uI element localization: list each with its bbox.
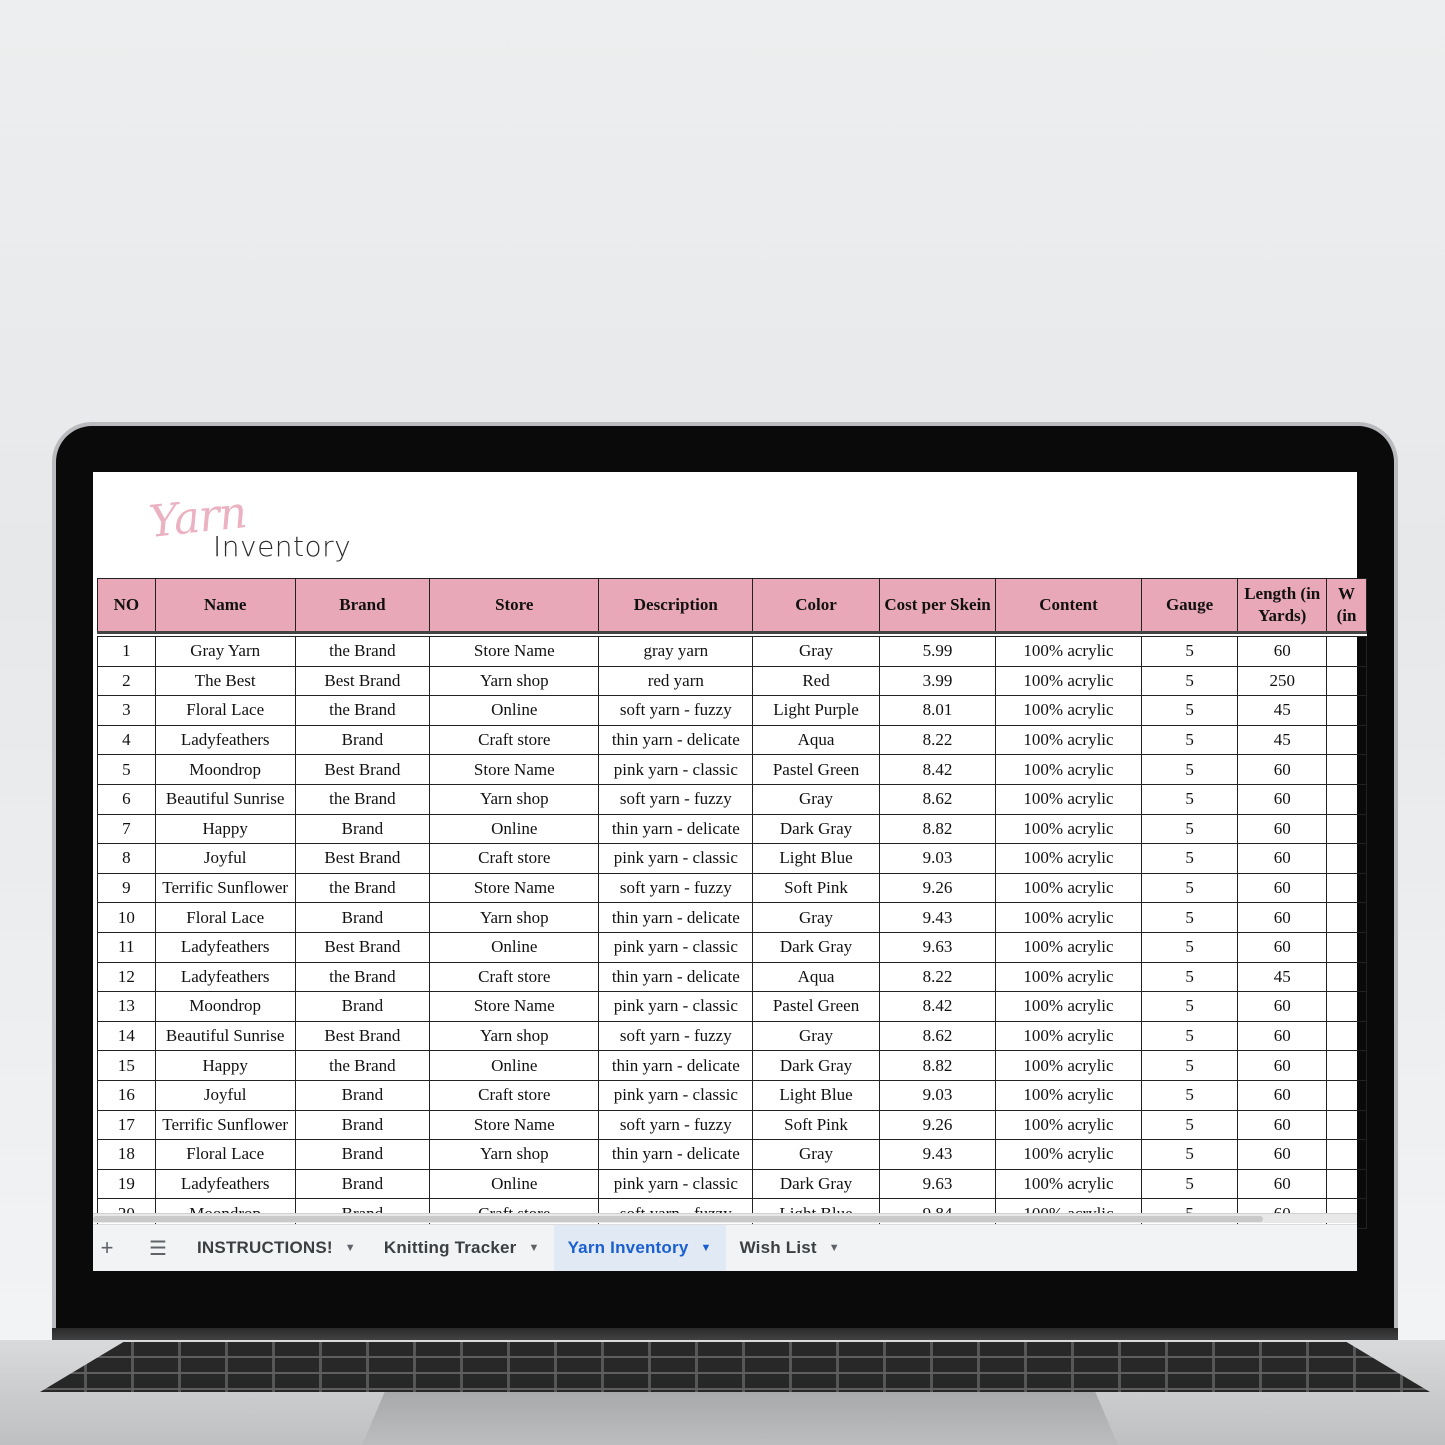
cell-gauge[interactable]: 5 xyxy=(1141,784,1238,814)
header-cell[interactable]: Name xyxy=(155,579,295,633)
cell-brand[interactable]: the Brand xyxy=(295,784,430,814)
cell-weight[interactable] xyxy=(1327,962,1367,992)
cell-weight[interactable] xyxy=(1327,1080,1367,1110)
cell-no[interactable]: 9 xyxy=(98,873,156,903)
cell-gauge[interactable]: 5 xyxy=(1141,844,1238,874)
caret-down-icon[interactable]: ▼ xyxy=(344,1242,356,1254)
cell-gauge[interactable]: 5 xyxy=(1141,755,1238,785)
cell-no[interactable]: 8 xyxy=(98,844,156,874)
cell-store[interactable]: Online xyxy=(430,1169,599,1199)
cell-brand[interactable]: the Brand xyxy=(295,962,430,992)
cell-name[interactable]: Ladyfeathers xyxy=(155,1169,295,1199)
cell-content[interactable]: 100% acrylic xyxy=(996,666,1142,696)
cell-store[interactable]: Online xyxy=(430,932,599,962)
cell-brand[interactable]: Brand xyxy=(295,1169,430,1199)
cell-length[interactable]: 60 xyxy=(1238,873,1327,903)
cell-cost[interactable]: 5.99 xyxy=(879,637,995,667)
cell-color[interactable]: Aqua xyxy=(753,725,880,755)
cell-content[interactable]: 100% acrylic xyxy=(996,932,1142,962)
table-row xyxy=(98,844,1367,874)
plus-icon[interactable]: + xyxy=(100,1235,114,1260)
cell-brand[interactable]: Brand xyxy=(295,992,430,1022)
cell-store[interactable]: Craft store xyxy=(430,962,599,992)
cell-gauge[interactable]: 5 xyxy=(1141,932,1238,962)
table-row xyxy=(98,666,1367,696)
cell-weight[interactable] xyxy=(1327,666,1367,696)
cell-weight[interactable] xyxy=(1327,696,1367,726)
cell-no[interactable]: 6 xyxy=(98,784,156,814)
laptop-keyboard xyxy=(40,1342,1430,1392)
cell-name[interactable]: Ladyfeathers xyxy=(155,962,295,992)
cell-no[interactable]: 14 xyxy=(98,1021,156,1051)
cell-color[interactable]: Pastel Green xyxy=(753,755,880,785)
cell-gauge[interactable]: 5 xyxy=(1141,666,1238,696)
header-cell[interactable]: Store xyxy=(430,579,599,633)
cell-length[interactable]: 60 xyxy=(1238,1169,1327,1199)
cell-description[interactable]: red yarn xyxy=(599,666,753,696)
table-row xyxy=(98,814,1367,844)
cell-weight[interactable] xyxy=(1327,1140,1367,1170)
cell-length[interactable]: 60 xyxy=(1238,1140,1327,1170)
cell-content[interactable]: 100% acrylic xyxy=(996,696,1142,726)
cell-content[interactable]: 100% acrylic xyxy=(996,1051,1142,1081)
cell-name[interactable]: Terrific Sunflower xyxy=(155,873,295,903)
cell-length[interactable]: 60 xyxy=(1238,1021,1327,1051)
cell-content[interactable]: 100% acrylic xyxy=(996,1140,1142,1170)
cell-weight[interactable] xyxy=(1327,1021,1367,1051)
cell-gauge[interactable]: 5 xyxy=(1141,1169,1238,1199)
cell-cost[interactable]: 9.26 xyxy=(879,1110,995,1140)
cell-weight[interactable] xyxy=(1327,1110,1367,1140)
header-cell[interactable]: Cost per Skein xyxy=(879,579,995,633)
cell-no[interactable]: 19 xyxy=(98,1169,156,1199)
table-row xyxy=(98,696,1367,726)
cell-color[interactable]: Pastel Green xyxy=(753,992,880,1022)
cell-color[interactable]: Gray xyxy=(753,1140,880,1170)
caret-down-icon[interactable]: ▼ xyxy=(828,1242,840,1254)
cell-content[interactable]: 100% acrylic xyxy=(996,903,1142,933)
cell-cost[interactable]: 8.01 xyxy=(879,696,995,726)
cell-content[interactable]: 100% acrylic xyxy=(996,784,1142,814)
cell-name[interactable]: Moondrop xyxy=(155,755,295,785)
table-row xyxy=(98,1051,1367,1081)
tab-label: Knitting Tracker xyxy=(383,1238,517,1257)
cell-no[interactable]: 5 xyxy=(98,755,156,785)
cell-store[interactable]: Store Name xyxy=(430,1110,599,1140)
cell-store[interactable]: Craft store xyxy=(430,725,599,755)
cell-brand[interactable]: Best Brand xyxy=(295,932,430,962)
cell-length[interactable]: 45 xyxy=(1238,696,1327,726)
caret-down-icon[interactable]: ▼ xyxy=(528,1242,540,1254)
table-row xyxy=(98,1021,1367,1051)
cell-brand[interactable]: Brand xyxy=(295,1080,430,1110)
cell-gauge[interactable]: 5 xyxy=(1141,1051,1238,1081)
yarn-inventory-logo xyxy=(145,486,365,576)
cell-cost[interactable]: 8.22 xyxy=(879,962,995,992)
cell-store[interactable]: Online xyxy=(430,696,599,726)
cell-name[interactable]: Happy xyxy=(155,1051,295,1081)
header-cell[interactable]: Gauge xyxy=(1141,579,1238,633)
table-row xyxy=(98,873,1367,903)
cell-color[interactable]: Light Blue xyxy=(753,844,880,874)
cell-store[interactable]: Yarn shop xyxy=(430,1021,599,1051)
cell-gauge[interactable]: 5 xyxy=(1141,1080,1238,1110)
cell-color[interactable]: Dark Gray xyxy=(753,932,880,962)
cell-weight[interactable] xyxy=(1327,1051,1367,1081)
cell-content[interactable]: 100% acrylic xyxy=(996,725,1142,755)
cell-cost[interactable]: 9.43 xyxy=(879,1140,995,1170)
cell-store[interactable]: Online xyxy=(430,1051,599,1081)
cell-cost[interactable]: 8.62 xyxy=(879,784,995,814)
cell-color[interactable]: Dark Gray xyxy=(753,814,880,844)
cell-color[interactable]: Dark Gray xyxy=(753,1051,880,1081)
cell-length[interactable]: 60 xyxy=(1238,903,1327,933)
tab-instructions[interactable] xyxy=(183,1225,370,1271)
cell-no[interactable]: 18 xyxy=(98,1140,156,1170)
cell-name[interactable]: Joyful xyxy=(155,844,295,874)
cell-gauge[interactable]: 5 xyxy=(1141,725,1238,755)
cell-brand[interactable]: Brand xyxy=(295,1140,430,1170)
cell-description[interactable]: pink yarn - classic xyxy=(599,755,753,785)
cell-brand[interactable]: Brand xyxy=(295,1110,430,1140)
cell-content[interactable]: 100% acrylic xyxy=(996,637,1142,667)
cell-cost[interactable]: 8.22 xyxy=(879,725,995,755)
cell-color[interactable]: Gray xyxy=(753,637,880,667)
cell-store[interactable]: Yarn shop xyxy=(430,1140,599,1170)
cell-no[interactable]: 4 xyxy=(98,725,156,755)
cell-name[interactable]: Terrific Sunflower xyxy=(155,1110,295,1140)
cell-description[interactable]: soft yarn - fuzzy xyxy=(599,696,753,726)
cell-cost[interactable]: 9.03 xyxy=(879,1080,995,1110)
cell-name[interactable]: Happy xyxy=(155,814,295,844)
cell-no[interactable]: 1 xyxy=(98,637,156,667)
cell-no[interactable]: 15 xyxy=(98,1051,156,1081)
table-row xyxy=(98,784,1367,814)
cell-cost[interactable]: 9.63 xyxy=(879,932,995,962)
cell-cost[interactable]: 8.82 xyxy=(879,814,995,844)
cell-store[interactable]: Yarn shop xyxy=(430,784,599,814)
cell-weight[interactable] xyxy=(1327,903,1367,933)
cell-name[interactable]: Floral Lace xyxy=(155,696,295,726)
logo-script-text: Yarn xyxy=(146,487,249,548)
header-cell[interactable]: Length (in Yards) xyxy=(1238,579,1327,633)
cell-color[interactable]: Light Purple xyxy=(753,696,880,726)
sheet-tab-bar xyxy=(93,1224,1357,1271)
table-row xyxy=(98,992,1367,1022)
cell-no[interactable]: 16 xyxy=(98,1080,156,1110)
cell-color[interactable]: Gray xyxy=(753,1021,880,1051)
cell-weight[interactable] xyxy=(1327,873,1367,903)
cell-name[interactable]: The Best xyxy=(155,666,295,696)
table-row xyxy=(98,637,1367,667)
cell-color[interactable]: Gray xyxy=(753,784,880,814)
cell-description[interactable]: soft yarn - fuzzy xyxy=(599,1021,753,1051)
header-cell[interactable]: W (in xyxy=(1327,579,1367,633)
tab-label: Wish List xyxy=(739,1238,817,1257)
cell-brand[interactable]: the Brand xyxy=(295,1051,430,1081)
cell-cost[interactable]: 9.03 xyxy=(879,844,995,874)
table-row xyxy=(98,725,1367,755)
cell-description[interactable]: pink yarn - classic xyxy=(599,1080,753,1110)
cell-store[interactable]: Store Name xyxy=(430,637,599,667)
table-body xyxy=(98,633,1367,1229)
cell-description[interactable]: soft yarn - fuzzy xyxy=(599,1110,753,1140)
cell-brand[interactable]: the Brand xyxy=(295,696,430,726)
cell-content[interactable]: 100% acrylic xyxy=(996,962,1142,992)
table-row xyxy=(98,1169,1367,1199)
cell-cost[interactable]: 8.42 xyxy=(879,992,995,1022)
cell-gauge[interactable]: 5 xyxy=(1141,1021,1238,1051)
cell-description[interactable]: thin yarn - delicate xyxy=(599,962,753,992)
cell-weight[interactable] xyxy=(1327,932,1367,962)
cell-name[interactable]: Floral Lace xyxy=(155,1140,295,1170)
horizontal-scrollbar[interactable] xyxy=(93,1213,1357,1223)
cell-color[interactable]: Red xyxy=(753,666,880,696)
cell-gauge[interactable]: 5 xyxy=(1141,696,1238,726)
cell-color[interactable]: Dark Gray xyxy=(753,1169,880,1199)
header-cell[interactable]: Brand xyxy=(295,579,430,633)
cell-description[interactable]: soft yarn - fuzzy xyxy=(599,784,753,814)
cell-store[interactable]: Store Name xyxy=(430,992,599,1022)
cell-store[interactable]: Store Name xyxy=(430,755,599,785)
cell-length[interactable]: 60 xyxy=(1238,992,1327,1022)
cell-description[interactable]: thin yarn - delicate xyxy=(599,1140,753,1170)
cell-store[interactable]: Yarn shop xyxy=(430,666,599,696)
cell-color[interactable]: Aqua xyxy=(753,962,880,992)
cell-name[interactable]: Moondrop xyxy=(155,992,295,1022)
cell-weight[interactable] xyxy=(1327,844,1367,874)
cell-length[interactable]: 60 xyxy=(1238,1080,1327,1110)
cell-color[interactable]: Soft Pink xyxy=(753,873,880,903)
cell-gauge[interactable]: 5 xyxy=(1141,962,1238,992)
cell-length[interactable]: 60 xyxy=(1238,844,1327,874)
cell-weight[interactable] xyxy=(1327,637,1367,667)
cell-gauge[interactable]: 5 xyxy=(1141,1110,1238,1140)
cell-description[interactable]: soft yarn - fuzzy xyxy=(599,873,753,903)
cell-cost[interactable]: 8.42 xyxy=(879,755,995,785)
cell-brand[interactable]: Best Brand xyxy=(295,1021,430,1051)
table-row xyxy=(98,1140,1367,1170)
table-row xyxy=(98,755,1367,785)
cell-weight[interactable] xyxy=(1327,814,1367,844)
cell-length[interactable]: 45 xyxy=(1238,962,1327,992)
table-row xyxy=(98,1080,1367,1110)
caret-down-icon[interactable]: ▼ xyxy=(700,1242,712,1254)
cell-length[interactable]: 60 xyxy=(1238,932,1327,962)
cell-length[interactable]: 60 xyxy=(1238,637,1327,667)
cell-brand[interactable]: Brand xyxy=(295,725,430,755)
cell-gauge[interactable]: 5 xyxy=(1141,637,1238,667)
cell-no[interactable]: 17 xyxy=(98,1110,156,1140)
cell-no[interactable]: 10 xyxy=(98,903,156,933)
cell-brand[interactable]: Best Brand xyxy=(295,666,430,696)
laptop-trackpad xyxy=(362,1392,1118,1445)
cell-description[interactable]: pink yarn - classic xyxy=(599,992,753,1022)
cell-description[interactable]: thin yarn - delicate xyxy=(599,1051,753,1081)
cell-brand[interactable]: the Brand xyxy=(295,873,430,903)
cell-name[interactable]: Ladyfeathers xyxy=(155,725,295,755)
cell-description[interactable]: pink yarn - classic xyxy=(599,1169,753,1199)
header-cell[interactable]: NO xyxy=(98,579,156,633)
cell-content[interactable]: 100% acrylic xyxy=(996,873,1142,903)
header-cell[interactable]: Content xyxy=(996,579,1142,633)
cell-length[interactable]: 60 xyxy=(1238,1051,1327,1081)
cell-length[interactable]: 60 xyxy=(1238,784,1327,814)
cell-description[interactable]: pink yarn - classic xyxy=(599,844,753,874)
cell-cost[interactable]: 3.99 xyxy=(879,666,995,696)
header-cell[interactable]: Description xyxy=(599,579,753,633)
cell-content[interactable]: 100% acrylic xyxy=(996,992,1142,1022)
cell-length[interactable]: 45 xyxy=(1238,725,1327,755)
cell-length[interactable]: 60 xyxy=(1238,1110,1327,1140)
cell-description[interactable]: pink yarn - classic xyxy=(599,932,753,962)
cell-store[interactable]: Store Name xyxy=(430,873,599,903)
cell-content[interactable]: 100% acrylic xyxy=(996,1021,1142,1051)
cell-weight[interactable] xyxy=(1327,725,1367,755)
cell-cost[interactable]: 8.62 xyxy=(879,1021,995,1051)
cell-gauge[interactable]: 5 xyxy=(1141,903,1238,933)
cell-cost[interactable]: 9.43 xyxy=(879,903,995,933)
cell-name[interactable]: Beautiful Sunrise xyxy=(155,1021,295,1051)
cell-weight[interactable] xyxy=(1327,992,1367,1022)
cell-gauge[interactable]: 5 xyxy=(1141,814,1238,844)
cell-content[interactable]: 100% acrylic xyxy=(996,1169,1142,1199)
cell-store[interactable]: Yarn shop xyxy=(430,903,599,933)
cell-content[interactable]: 100% acrylic xyxy=(996,814,1142,844)
table-row xyxy=(98,903,1367,933)
cell-weight[interactable] xyxy=(1327,755,1367,785)
cell-name[interactable]: Beautiful Sunrise xyxy=(155,784,295,814)
cell-length[interactable]: 250 xyxy=(1238,666,1327,696)
cell-gauge[interactable]: 5 xyxy=(1141,992,1238,1022)
cell-color[interactable]: Gray xyxy=(753,903,880,933)
yarn-inventory-table xyxy=(97,578,1367,1229)
cell-cost[interactable]: 9.63 xyxy=(879,1169,995,1199)
cell-length[interactable]: 60 xyxy=(1238,814,1327,844)
cell-description[interactable]: thin yarn - delicate xyxy=(599,725,753,755)
cell-cost[interactable]: 8.82 xyxy=(879,1051,995,1081)
cell-brand[interactable]: Brand xyxy=(295,903,430,933)
cell-name[interactable]: Gray Yarn xyxy=(155,637,295,667)
header-row xyxy=(98,579,1367,633)
tab-label: Yarn Inventory xyxy=(567,1238,689,1257)
cell-store[interactable]: Craft store xyxy=(430,1080,599,1110)
cell-brand[interactable]: Best Brand xyxy=(295,844,430,874)
cell-store[interactable]: Online xyxy=(430,814,599,844)
cell-content[interactable]: 100% acrylic xyxy=(996,844,1142,874)
cell-no[interactable]: 13 xyxy=(98,992,156,1022)
hamburger-menu-icon[interactable]: ☰ xyxy=(149,1237,167,1260)
cell-description[interactable]: thin yarn - delicate xyxy=(599,903,753,933)
cell-no[interactable]: 3 xyxy=(98,696,156,726)
tab-yarn-inventory[interactable] xyxy=(554,1225,726,1271)
cell-length[interactable]: 60 xyxy=(1238,755,1327,785)
cell-no[interactable]: 2 xyxy=(98,666,156,696)
cell-weight[interactable] xyxy=(1327,1169,1367,1199)
cell-description[interactable]: thin yarn - delicate xyxy=(599,814,753,844)
cell-content[interactable]: 100% acrylic xyxy=(996,1110,1142,1140)
cell-no[interactable]: 12 xyxy=(98,962,156,992)
table-row xyxy=(98,1110,1367,1140)
cell-cost[interactable]: 9.26 xyxy=(879,873,995,903)
cell-gauge[interactable]: 5 xyxy=(1141,873,1238,903)
table-row xyxy=(98,932,1367,962)
cell-content[interactable]: 100% acrylic xyxy=(996,1080,1142,1110)
table-row xyxy=(98,962,1367,992)
cell-color[interactable]: Light Blue xyxy=(753,1080,880,1110)
cell-brand[interactable]: the Brand xyxy=(295,637,430,667)
cell-no[interactable]: 11 xyxy=(98,932,156,962)
cell-content[interactable]: 100% acrylic xyxy=(996,755,1142,785)
spreadsheet-grid[interactable] xyxy=(97,578,1367,1213)
tab-label: INSTRUCTIONS! xyxy=(197,1238,333,1257)
scrollbar-thumb[interactable] xyxy=(93,1216,1263,1222)
cell-brand[interactable]: Best Brand xyxy=(295,755,430,785)
logo-word-text: Inventory xyxy=(213,530,352,563)
cell-name[interactable]: Floral Lace xyxy=(155,903,295,933)
tab-wish-list[interactable] xyxy=(726,1225,854,1271)
cell-no[interactable]: 7 xyxy=(98,814,156,844)
cell-name[interactable]: Ladyfeathers xyxy=(155,932,295,962)
cell-name[interactable]: Joyful xyxy=(155,1080,295,1110)
header-cell[interactable]: Color xyxy=(753,579,880,633)
cell-store[interactable]: Craft store xyxy=(430,844,599,874)
cell-description[interactable]: gray yarn xyxy=(599,637,753,667)
cell-color[interactable]: Soft Pink xyxy=(753,1110,880,1140)
laptop-screen xyxy=(93,472,1357,1271)
cell-weight[interactable] xyxy=(1327,784,1367,814)
cell-brand[interactable]: Brand xyxy=(295,814,430,844)
tab-knitting-tracker[interactable] xyxy=(370,1225,554,1271)
cell-gauge[interactable]: 5 xyxy=(1141,1140,1238,1170)
